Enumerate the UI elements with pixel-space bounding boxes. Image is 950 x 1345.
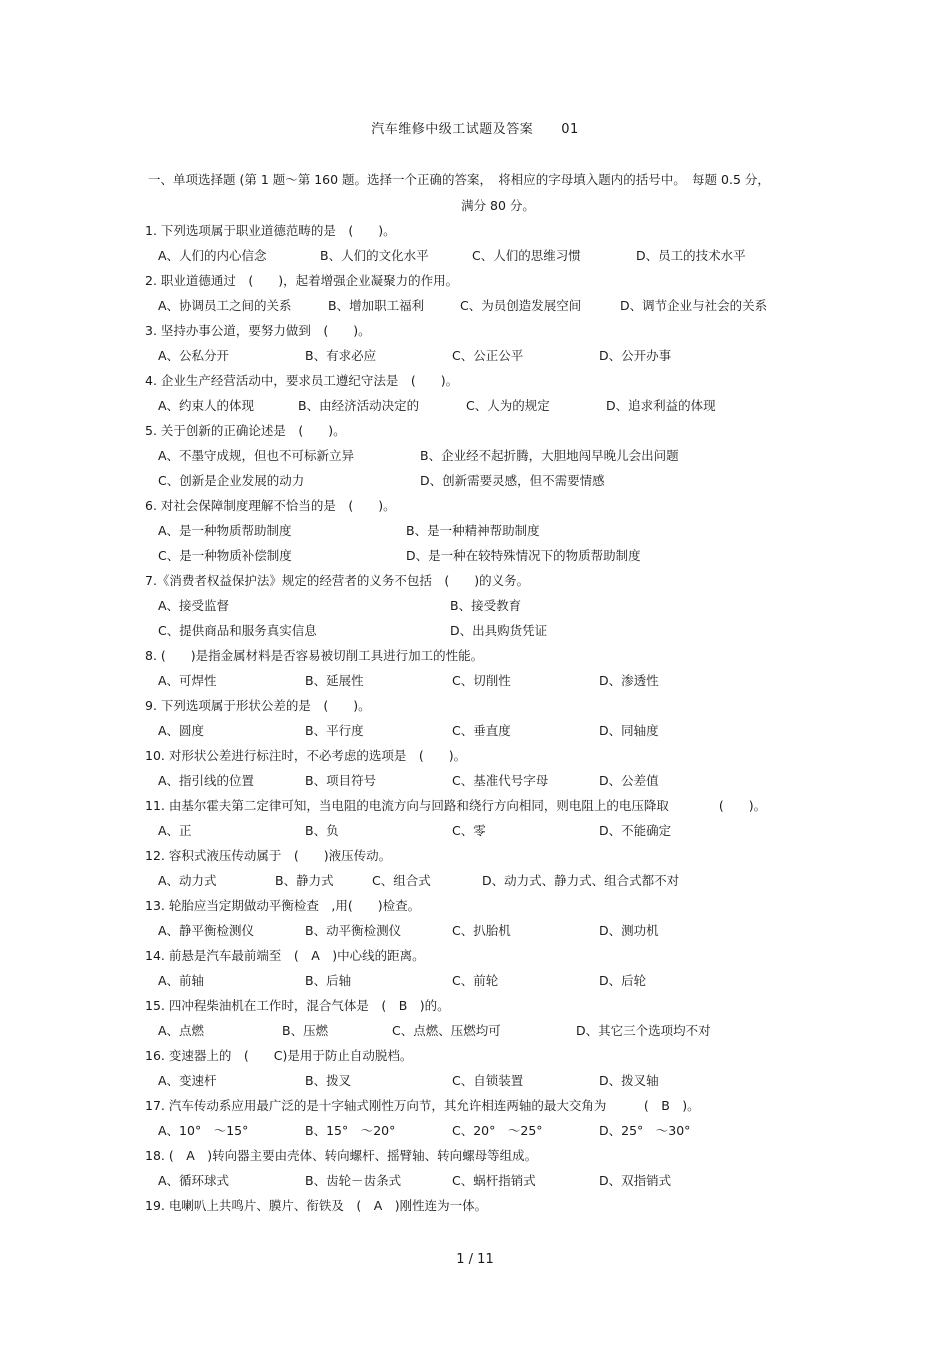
page-title <box>0 118 950 137</box>
options-row <box>158 621 838 639</box>
options-row <box>158 446 838 464</box>
option-c: C、20° ～25° <box>452 1123 543 1138</box>
option-d: D、渗透性 <box>599 673 659 688</box>
question-6: 6. 对社会保障制度理解不恰当的是 ( )。 <box>145 498 396 513</box>
option-d: D、其它三个选项均不对 <box>576 1023 711 1038</box>
question-18: 18. ( A )转向器主要由壳体、转向螺杆、摇臂轴、转向螺母等组成。 <box>145 1148 538 1163</box>
option-a: A、前轴 <box>158 973 205 988</box>
options-row <box>158 521 838 539</box>
question-19: 19. 电喇叭上共鸣片、膜片、衔铁及 ( A )刚性连为一体。 <box>145 1198 488 1213</box>
option-a: A、静平衡检测仪 <box>158 923 255 938</box>
options-row <box>158 871 838 889</box>
option-c: C、创新是企业发展的动力 <box>158 473 305 488</box>
option-c: C、点燃、压燃均可 <box>392 1023 501 1038</box>
option-d: D、测功机 <box>599 923 659 938</box>
instructions-line-1: 一、单项选择题 (第 1 题～第 160 题。选择一个正确的答案， 将相应的字母填入题内的括号中。 每题 0.5 分， <box>148 172 770 187</box>
options-row <box>158 471 838 489</box>
option-a: A、正 <box>158 823 192 838</box>
question-1: 1. 下列选项属于职业道德范畴的是 ( )。 <box>145 223 396 238</box>
question-8: 8. ( )是指金属材料是否容易被切削工具进行加工的性能。 <box>145 648 484 663</box>
instructions-line-2: 满分 80 分。 <box>461 198 535 213</box>
option-c: C、组合式 <box>372 873 431 888</box>
option-b: B、企业经不起折腾，大胆地闯早晚儿会出问题 <box>420 448 679 463</box>
option-b: B、拨叉 <box>305 1073 352 1088</box>
question-2: 2. 职业道德通过 ( )，起着增强企业凝聚力的作用。 <box>145 273 459 288</box>
question-12: 12. 容积式液压传动属于 ( )液压传动。 <box>145 848 392 863</box>
question-16: 16. 变速器上的 ( C)是用于防止自动脱档。 <box>145 1048 413 1063</box>
option-b: B、静力式 <box>275 873 334 888</box>
option-c: C、自锁装置 <box>452 1073 524 1088</box>
option-c: C、提供商品和服务真实信息 <box>158 623 317 638</box>
option-b: B、动平衡检测仪 <box>305 923 402 938</box>
option-a: A、接受监督 <box>158 598 230 613</box>
option-b: B、项目符号 <box>305 773 377 788</box>
option-d: D、同轴度 <box>599 723 659 738</box>
option-c: C、为员创造发展空间 <box>460 298 582 313</box>
question-15: 15. 四冲程柴油机在工作时，混合气体是 ( B )的。 <box>145 998 450 1013</box>
option-d: D、25° ～30° <box>599 1123 691 1138</box>
option-b: B、人们的文化水平 <box>320 248 429 263</box>
options-row <box>158 771 838 789</box>
option-b: B、是一种精神帮助制度 <box>406 523 540 538</box>
question-9: 9. 下列选项属于形状公差的是 ( )。 <box>145 698 371 713</box>
question-4: 4. 企业生产经营活动中，要求员工遵纪守法是 ( )。 <box>145 373 459 388</box>
page-number: 1 / 11 <box>456 1252 494 1267</box>
question-7: 7.《消费者权益保护法》规定的经营者的义务不包括 ( )的义务。 <box>145 573 530 588</box>
option-c: C、零 <box>452 823 486 838</box>
option-c: C、垂直度 <box>452 723 511 738</box>
option-d: D、员工的技术水平 <box>636 248 746 263</box>
option-a: A、人们的内心信念 <box>158 248 267 263</box>
option-a: A、协调员工之间的关系 <box>158 298 292 313</box>
title-text: 汽车维修中级工试题及答案 <box>371 122 534 137</box>
options-row <box>158 1121 838 1139</box>
option-a: A、动力式 <box>158 873 217 888</box>
option-a: A、圆度 <box>158 723 205 738</box>
option-a: A、是一种物质帮助制度 <box>158 523 292 538</box>
options-row <box>158 396 838 414</box>
option-a: A、约束人的体现 <box>158 398 255 413</box>
option-d: D、追求利益的体现 <box>606 398 716 413</box>
options-row <box>158 1171 838 1189</box>
options-row <box>158 921 838 939</box>
option-c: C、切削性 <box>452 673 511 688</box>
option-c: C、是一种物质补偿制度 <box>158 548 292 563</box>
question-13: 13. 轮胎应当定期做动平衡检查 ,用( )检查。 <box>145 898 421 913</box>
option-d: D、调节企业与社会的关系 <box>620 298 768 313</box>
option-b: B、由经济活动决定的 <box>298 398 420 413</box>
options-row <box>158 1071 838 1089</box>
options-row <box>158 246 838 264</box>
option-d: D、动力式、静力式、组合式都不对 <box>482 873 680 888</box>
option-d: D、不能确定 <box>599 823 672 838</box>
option-c: C、人们的思维习惯 <box>472 248 581 263</box>
options-row <box>158 1021 838 1039</box>
option-a: A、10° ～15° <box>158 1123 249 1138</box>
options-row <box>158 721 838 739</box>
option-a: A、变速杆 <box>158 1073 217 1088</box>
option-c: C、公正公平 <box>452 348 524 363</box>
options-row <box>158 546 838 564</box>
option-b: B、压燃 <box>282 1023 329 1038</box>
options-row <box>158 821 838 839</box>
option-b: B、有求必应 <box>305 348 377 363</box>
option-a: A、点燃 <box>158 1023 205 1038</box>
question-17: 17. 汽车传动系应用最广泛的是十字轴式刚性万向节，其允许相连两轴的最大交角为 ( B )。 <box>145 1098 700 1113</box>
option-c: C、前轮 <box>452 973 499 988</box>
option-a: A、不墨守成规，但也不可标新立异 <box>158 448 355 463</box>
option-c: C、人为的规定 <box>466 398 550 413</box>
option-d: D、公差值 <box>599 773 659 788</box>
title-number: 01 <box>561 122 579 137</box>
option-b: B、平行度 <box>305 723 364 738</box>
option-a: A、指引线的位置 <box>158 773 255 788</box>
option-b: B、延展性 <box>305 673 364 688</box>
option-d: D、公开办事 <box>599 348 672 363</box>
option-b: B、增加职工福利 <box>328 298 425 313</box>
options-row <box>158 346 838 364</box>
options-row <box>158 971 838 989</box>
options-row <box>158 296 838 314</box>
option-c: C、蜗杆指销式 <box>452 1173 536 1188</box>
question-5: 5. 关于创新的正确论述是 ( )。 <box>145 423 346 438</box>
option-c: C、基准代号字母 <box>452 773 549 788</box>
option-b: B、后轴 <box>305 973 352 988</box>
option-c: C、扒胎机 <box>452 923 511 938</box>
option-d: D、是一种在较特殊情况下的物质帮助制度 <box>406 548 641 563</box>
option-a: A、可焊性 <box>158 673 217 688</box>
options-row <box>158 596 838 614</box>
option-d: D、创新需要灵感，但不需要情感 <box>420 473 605 488</box>
option-b: B、接受教育 <box>450 598 522 613</box>
option-d: D、出具购货凭证 <box>450 623 548 638</box>
question-14: 14. 前悬是汽车最前端至 ( A )中心线的距离。 <box>145 948 425 963</box>
option-d: D、双指销式 <box>599 1173 672 1188</box>
options-row <box>158 671 838 689</box>
question-11: 11. 由基尔霍夫第二定律可知，当电阻的电流方向与回路和绕行方向相同，则电阻上的电压降取 ( )。 <box>145 798 767 813</box>
question-10: 10. 对形状公差进行标注时，不必考虑的选项是 ( )。 <box>145 748 467 763</box>
option-b: B、齿轮－齿条式 <box>305 1173 402 1188</box>
option-a: A、循环球式 <box>158 1173 230 1188</box>
option-d: D、后轮 <box>599 973 647 988</box>
option-d: D、拨叉轴 <box>599 1073 659 1088</box>
option-a: A、公私分开 <box>158 348 230 363</box>
question-3: 3. 坚持办事公道，要努力做到 ( )。 <box>145 323 371 338</box>
option-b: B、负 <box>305 823 339 838</box>
option-b: B、15° ～20° <box>305 1123 396 1138</box>
